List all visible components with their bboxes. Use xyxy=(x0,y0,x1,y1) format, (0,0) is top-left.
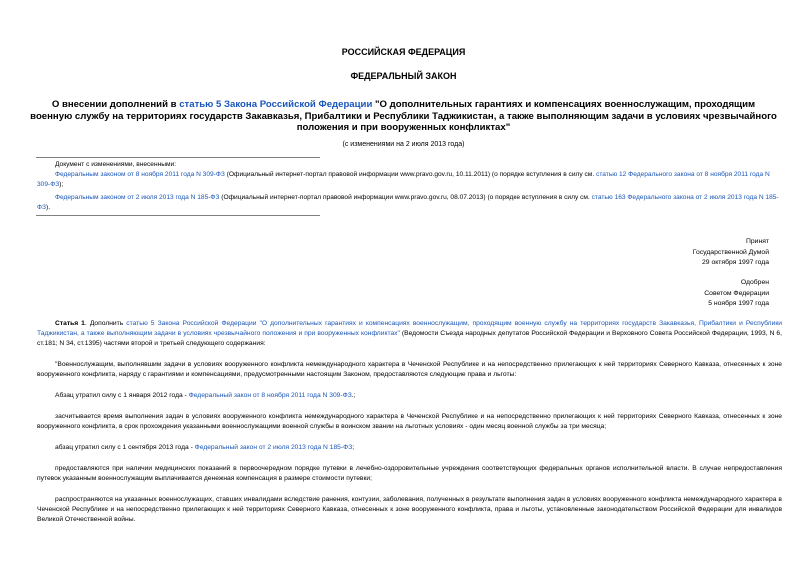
adopted-line-2: Государственной Думой xyxy=(692,248,769,256)
paragraph-4-text xyxy=(37,443,782,453)
change-1-link[interactable]: Федеральным законом от 8 ноября 2011 года N 309-ФЗ xyxy=(55,171,225,178)
paragraph-3-text: засчитывается время выполнения задач в условиях вооруженного конфликта немеждународного характера в Чеченской Республике и на непосредственно прилегающих к ней территориях Северного Кавказа, отнесенных к зоне вооруженного конфликта, в срок прохождения указанными военнослужащими военной службы в воинском звании на льготных условиях - один месяц военной службы за три месяца; xyxy=(37,413,782,431)
change-2-end: ). xyxy=(46,204,51,211)
p2-end: .; xyxy=(351,392,356,399)
change-2-text: (Официальный интернет-портал правовой информации www.pravo.gov.ru, 08.07.2013) (о порядке вступления в силу см. xyxy=(219,194,592,201)
change-2-article-link[interactable]: статью 163 Федерального закона от 2 июля 2013 года N 185-ФЗ xyxy=(37,194,779,211)
approved-block xyxy=(704,278,769,310)
change-1-article-link[interactable]: статью 12 Федерального закона от 8 ноября 2011 года N 309-ФЗ xyxy=(37,171,770,188)
paragraph-2 xyxy=(37,391,782,401)
paragraph-1 xyxy=(37,360,782,380)
country-heading: РОССИЙСКАЯ ФЕДЕРАЦИЯ xyxy=(341,47,466,57)
paragraph-4 xyxy=(37,443,782,453)
change-item-2 xyxy=(37,193,782,213)
paragraph-3 xyxy=(37,412,782,432)
adopted-line-3: 29 октября 1997 года xyxy=(702,259,769,266)
changes-block xyxy=(37,160,782,213)
changes-heading: Документ с изменениями, внесенными: xyxy=(55,161,177,168)
top-divider xyxy=(36,157,320,158)
p2-link[interactable]: Федеральный закон от 8 ноября 2011 года N 309-ФЗ xyxy=(188,392,352,399)
article-link[interactable]: статью 5 Закона Российской Федерации "О дополнительных гарантиях и компенсациях военнослужащим, проходящим военную службу на территориях государств Закавказья, Прибалтики и Республики Таджикистан, а также выполняющим задачи в условиях чрезвычайного положения и при вооруженных конфликтах" xyxy=(37,320,782,338)
approved-line-3: 5 ноября 1997 года xyxy=(708,300,769,307)
paragraph-6-text: распространяются на указанных военнослужащих, ставших инвалидами вследствие ранения, контузии, заболевания, полученных в результате выполнения задач в условиях вооруженного конфликта немеждународного характера в Чеченской Республике и на непосредственно прилегающих к ней территориях Северного Кавказа, отнесенных к зоне вооруженного конфликта, права и льготы, установленные законодательством Российской Федерации для инвалидов Великой Отечественной войны. xyxy=(37,496,782,524)
bottom-divider xyxy=(36,215,320,216)
p4-end: ; xyxy=(352,444,355,451)
adopted-block xyxy=(693,237,769,269)
title-rest: "О дополнительных гарантиях и компенсациях военнослужащим, проходящим военную службу на территориях государств Закавказья, Прибалтики и Республики Таджикистан, а также выполняющим задачи в условиях чрезвычайного положения и при вооруженных конфликтах" xyxy=(30,99,777,134)
title-link[interactable]: статью 5 Закона Российской Федерации xyxy=(179,99,373,110)
change-1-text: (Официальный интернет-портал правовой информации www.pravo.gov.ru, 10.11.2011) (о порядке вступления в силу см. xyxy=(224,171,597,178)
p4-text: абзац утратил силу с 1 сентября 2013 года - xyxy=(55,444,195,451)
change-1-end: ); xyxy=(59,181,64,188)
p4-link[interactable]: Федеральный закон от 2 июля 2013 года N 185-ФЗ xyxy=(194,444,353,451)
law-title xyxy=(30,99,777,134)
paragraph-6 xyxy=(37,495,782,526)
approved-line-1: Одобрен xyxy=(740,279,769,286)
paragraph-5-text: предоставляются при наличии медицинских показаний в первоочередном порядке путевки в лечебно-оздоровительные учреждения соответствующих федеральных органов исполнительной власти. В случае непредоставления путевок указанным военнослужащим выплачивается денежная компенсация в размере стоимости путевки; xyxy=(37,465,782,483)
paragraph-5 xyxy=(37,464,782,484)
article-1 xyxy=(37,319,782,350)
change-2-link[interactable]: Федеральным законом от 2 июля 2013 года N 185-ФЗ xyxy=(55,194,220,201)
article-1-intro xyxy=(37,319,782,350)
p2-text: Абзац утратил силу с 1 января 2012 года - xyxy=(55,392,189,399)
paragraph-1-text: "Военнослужащим, выполнявшим задачи в условиях вооруженного конфликта немеждународного характера в Чеченской Республике и на непосредственно прилегающих к ней территориях Северного Кавказа, отнесенных к зоне вооруженного конфликта, наряду с гарантиями и компенсациями, предусмотренными настоящим Законом, предоставляются следующие права и льготы: xyxy=(37,361,782,379)
approved-line-2: Советом Федерации xyxy=(704,289,769,297)
adopted-line-1: Принят xyxy=(745,238,769,245)
edition-note: (с изменениями на 2 июля 2013 года) xyxy=(342,141,465,148)
change-item-1 xyxy=(37,170,782,190)
article-text-2: (Ведомости Съезда народных депутатов Российской Федерации и Верховного Совета Российской Федерации, 1993, N 6, ст.181; N 34, ст.1395) частями второй и третьей следующего содержания: xyxy=(37,330,782,348)
doc-type-heading: ФЕДЕРАЛЬНЫЙ ЗАКОН xyxy=(350,71,457,81)
paragraph-2-text xyxy=(37,391,782,401)
title-prefix: О внесении дополнений в xyxy=(51,99,180,110)
article-text-1: . Дополнить xyxy=(84,320,127,327)
article-label: Статья 1 xyxy=(55,320,85,327)
